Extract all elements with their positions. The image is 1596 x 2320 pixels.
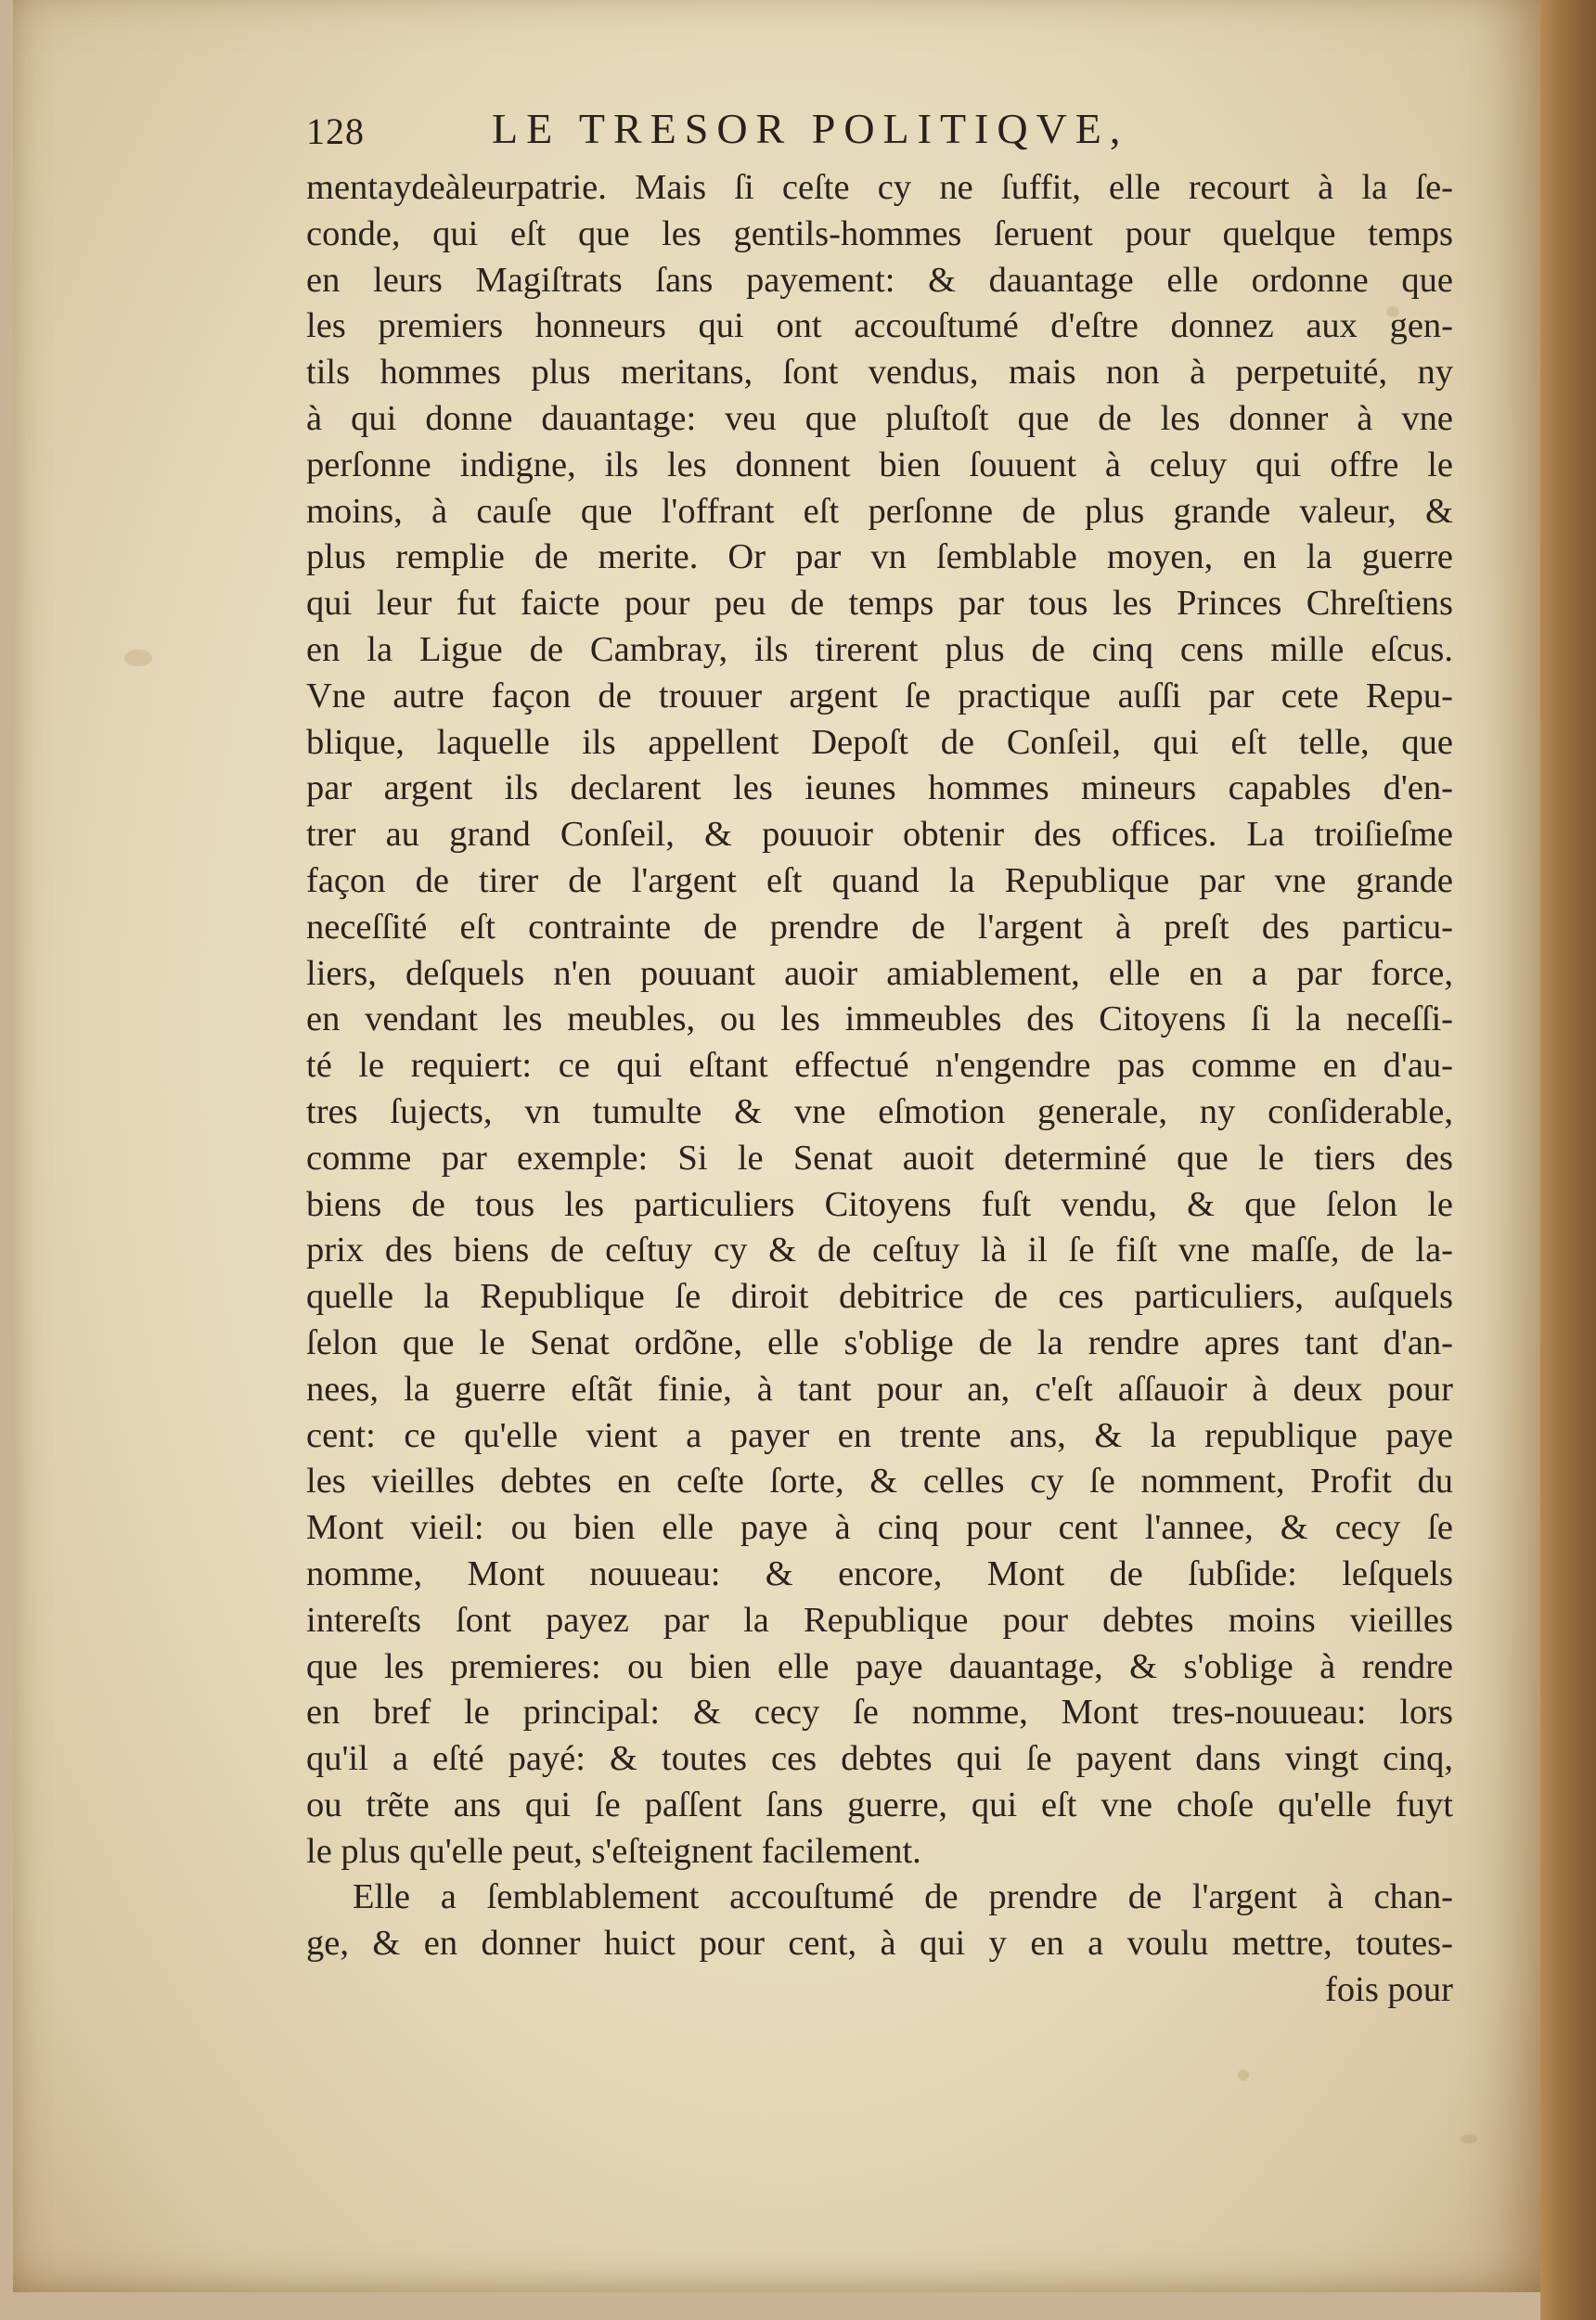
text-line: que les premieres: ou bien elle paye dauantage, & s'oblige à rendre (306, 1646, 1453, 1686)
text-line: ge, & en donner huict pour cent, à qui y en a voulu mettre, toutes- (306, 1924, 1453, 1964)
text-line: nomme, Mont nouueau: & encore, Mont de ſubſide: leſquels (306, 1553, 1453, 1593)
text-line: blique, laquelle ils appellent Depoſt de Conſeil, qui eſt telle, que (306, 722, 1453, 762)
text-line: moins, à cauſe que l'offrant eſt perſonne de plus grande valeur, & (306, 491, 1453, 531)
text-line: mentaydeàleurpatrie. Mais ſi ceſte cy ne ſuffit, elle recourt à la ſe- (306, 168, 1453, 207)
text-line: façon de tirer de l'argent eſt quand la Republique par vne grande (306, 860, 1453, 900)
text-line: les premiers honneurs qui ont accouſtumé d'eſtre donnez aux gen- (306, 306, 1453, 346)
text-line: té le requiert: ce qui eſtant effectué n'engendre pas comme en d'au- (306, 1046, 1453, 1086)
text-line: cent: ce qu'elle vient a payer en trente ans, & la republique paye (306, 1415, 1453, 1455)
text-line: à qui donne dauantage: veu que pluſtoſt que de les donner à vne (306, 398, 1453, 438)
text-line: Vne autre façon de trouuer argent ſe practique auſſi par cete Repu- (306, 676, 1453, 715)
text-line: le plus qu'elle peut, s'eſteignent facilement. (306, 1831, 921, 1871)
book-binding-edge (1540, 0, 1596, 2320)
text-line: ou trẽte ans qui ſe paſſent ſans guerre, qui eſt vne choſe qu'elle fuyt (306, 1785, 1453, 1824)
text-line: biens de tous les particuliers Citoyens fuſt vendu, & que ſelon le (306, 1184, 1453, 1224)
text-line: nees, la guerre eſtãt finie, à tant pour an, c'eſt aſſauoir à deux pour (306, 1369, 1453, 1409)
book-page (13, 0, 1553, 2292)
text-line: quelle la Republique ſe diroit debitrice de ces particuliers, auſquels (306, 1277, 1453, 1317)
text-line: intereſts ſont payez par la Republique pour debtes moins vieilles (306, 1600, 1453, 1640)
text-line: en la Ligue de Cambray, ils tirerent plus de cinq cens mille eſcus. (306, 629, 1453, 669)
text-line: comme par exemple: Si le Senat auoit determiné que le tiers des (306, 1138, 1453, 1178)
text-line: trer au grand Conſeil, & pouuoir obtenir des offices. La troiſieſme (306, 815, 1453, 855)
text-line: conde, qui eſt que les gentils-hommes ſeruent pour quelque temps (306, 213, 1453, 253)
text-line: perſonne indigne, ils les donnent bien ſouuent à celuy qui offre le (306, 445, 1453, 484)
stain (124, 650, 152, 666)
text-line: prix des biens de ceſtuy cy & de ceſtuy là il ſe fiſt vne maſſe, de la- (306, 1231, 1453, 1270)
text-line: les vieilles debtes en ceſte ſorte, & celles cy ſe nomment, Profit du (306, 1462, 1453, 1502)
page-header (306, 104, 1271, 160)
text-line: plus remplie de merite. Or par vn ſemblable moyen, en la guerre (306, 537, 1453, 577)
running-title: LE TRESOR POLITIQVE, (492, 105, 1129, 152)
text-line: qui leur fut faicte pour peu de temps par tous les Princes Chreſtiens (306, 584, 1453, 624)
body-text (306, 165, 1453, 2014)
text-line: en vendant les meubles, ou les immeubles des Citoyens ſi la neceſſi- (306, 999, 1453, 1039)
page-number: 128 (306, 110, 365, 152)
text-line: tils hommes plus meritans, ſont vendus, mais non à perpetuité, ny (306, 353, 1453, 393)
text-line: en leurs Magiſtrats ſans payement: & dauantage elle ordonne que (306, 260, 1453, 300)
text-line: qu'il a eſté payé: & toutes ces debtes qui ſe payent dans vingt cinq, (306, 1739, 1453, 1779)
text-line: en bref le principal: & cecy ſe nomme, Mont tres-nouueau: lors (306, 1693, 1453, 1733)
catchword: fois pour (1325, 1970, 1453, 2010)
text-line: Mont vieil: ou bien elle paye à cinq pour cent l'annee, & cecy ſe (306, 1508, 1453, 1548)
paragraph-start-line: Elle a ſemblablement accouſtumé de prendre de l'argent à chan- (353, 1877, 1453, 1917)
ink-spot (1461, 2134, 1477, 2144)
text-line: tres ſujects, vn tumulte & vne eſmotion generale, ny conſiderable, (306, 1091, 1453, 1131)
text-line: par argent ils declarent les ieunes hommes mineurs capables d'en- (306, 768, 1453, 808)
text-line: ſelon que le Senat ordõne, elle s'oblige de la rendre apres tant d'an- (306, 1322, 1453, 1362)
text-line: liers, deſquels n'en pouuant auoir amiablement, elle en a par force, (306, 953, 1453, 993)
stain (1238, 2069, 1249, 2081)
text-line: neceſſité eſt contrainte de prendre de l'argent à preſt des particu- (306, 907, 1453, 947)
